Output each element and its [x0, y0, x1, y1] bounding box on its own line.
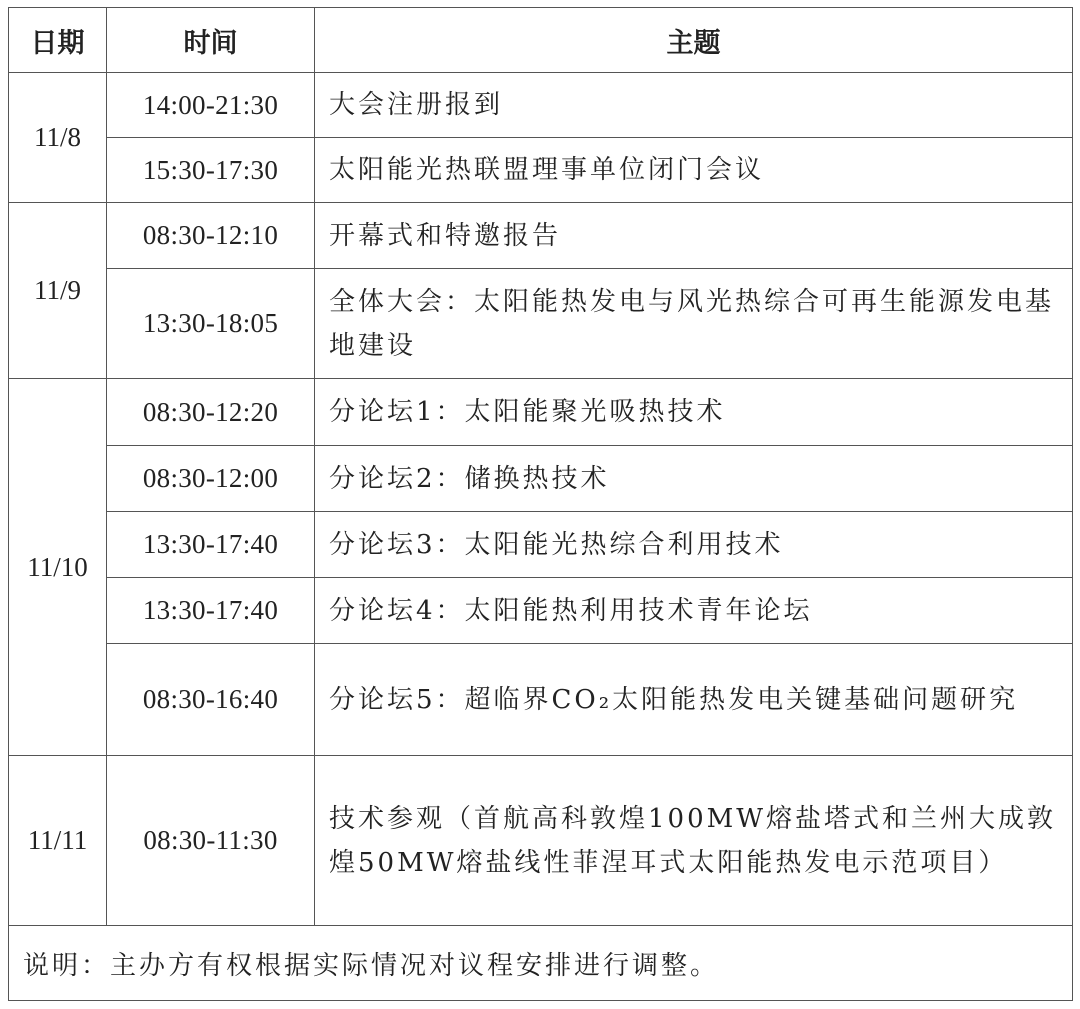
header-time: 时间: [107, 8, 315, 73]
time-cell: 15:30-17:30: [107, 138, 315, 203]
topic-cell: 分论坛2：储换热技术: [315, 446, 1073, 512]
date-cell: 11/11: [9, 756, 107, 926]
table-row: [9, 512, 1073, 578]
topic-cell: 全体大会：太阳能热发电与风光热综合可再生能源发电基地建设: [315, 269, 1073, 379]
table-row: [9, 73, 1073, 138]
topic-cell: 分论坛3：太阳能光热综合利用技术: [315, 512, 1073, 578]
time-cell: 13:30-18:05: [107, 269, 315, 379]
note-row: [9, 926, 1073, 1001]
topic-cell: 开幕式和特邀报告: [315, 203, 1073, 269]
table-row: [9, 269, 1073, 379]
topic-cell: 分论坛5：超临界CO₂太阳能热发电关键基础问题研究: [315, 644, 1073, 756]
date-cell: 11/10: [9, 379, 107, 756]
note-text: 说明：主办方有权根据实际情况对议程安排进行调整。: [9, 926, 1073, 1001]
time-cell: 08:30-16:40: [107, 644, 315, 756]
topic-cell: 太阳能光热联盟理事单位闭门会议: [315, 138, 1073, 203]
topic-cell: 大会注册报到: [315, 73, 1073, 138]
table-row: [9, 644, 1073, 756]
time-cell: 08:30-11:30: [107, 756, 315, 926]
time-cell: 08:30-12:00: [107, 446, 315, 512]
table-row: [9, 446, 1073, 512]
topic-cell: 分论坛4：太阳能热利用技术青年论坛: [315, 578, 1073, 644]
table-row: [9, 756, 1073, 926]
header-topic: 主题: [315, 8, 1073, 73]
table-row: [9, 138, 1073, 203]
date-cell: 11/9: [9, 203, 107, 379]
topic-cell: 技术参观（首航高科敦煌100MW熔盐塔式和兰州大成敦煌50MW熔盐线性菲涅耳式太阳能热发电示范项目）: [315, 756, 1073, 926]
header-row: [9, 8, 1073, 73]
header-date: 日期: [9, 8, 107, 73]
date-cell: 11/8: [9, 73, 107, 203]
agenda-table: [8, 7, 1073, 1001]
table-row: [9, 203, 1073, 269]
table-row: [9, 578, 1073, 644]
table-row: [9, 379, 1073, 446]
time-cell: 13:30-17:40: [107, 578, 315, 644]
time-cell: 08:30-12:10: [107, 203, 315, 269]
time-cell: 14:00-21:30: [107, 73, 315, 138]
topic-cell: 分论坛1：太阳能聚光吸热技术: [315, 379, 1073, 446]
time-cell: 08:30-12:20: [107, 379, 315, 446]
time-cell: 13:30-17:40: [107, 512, 315, 578]
